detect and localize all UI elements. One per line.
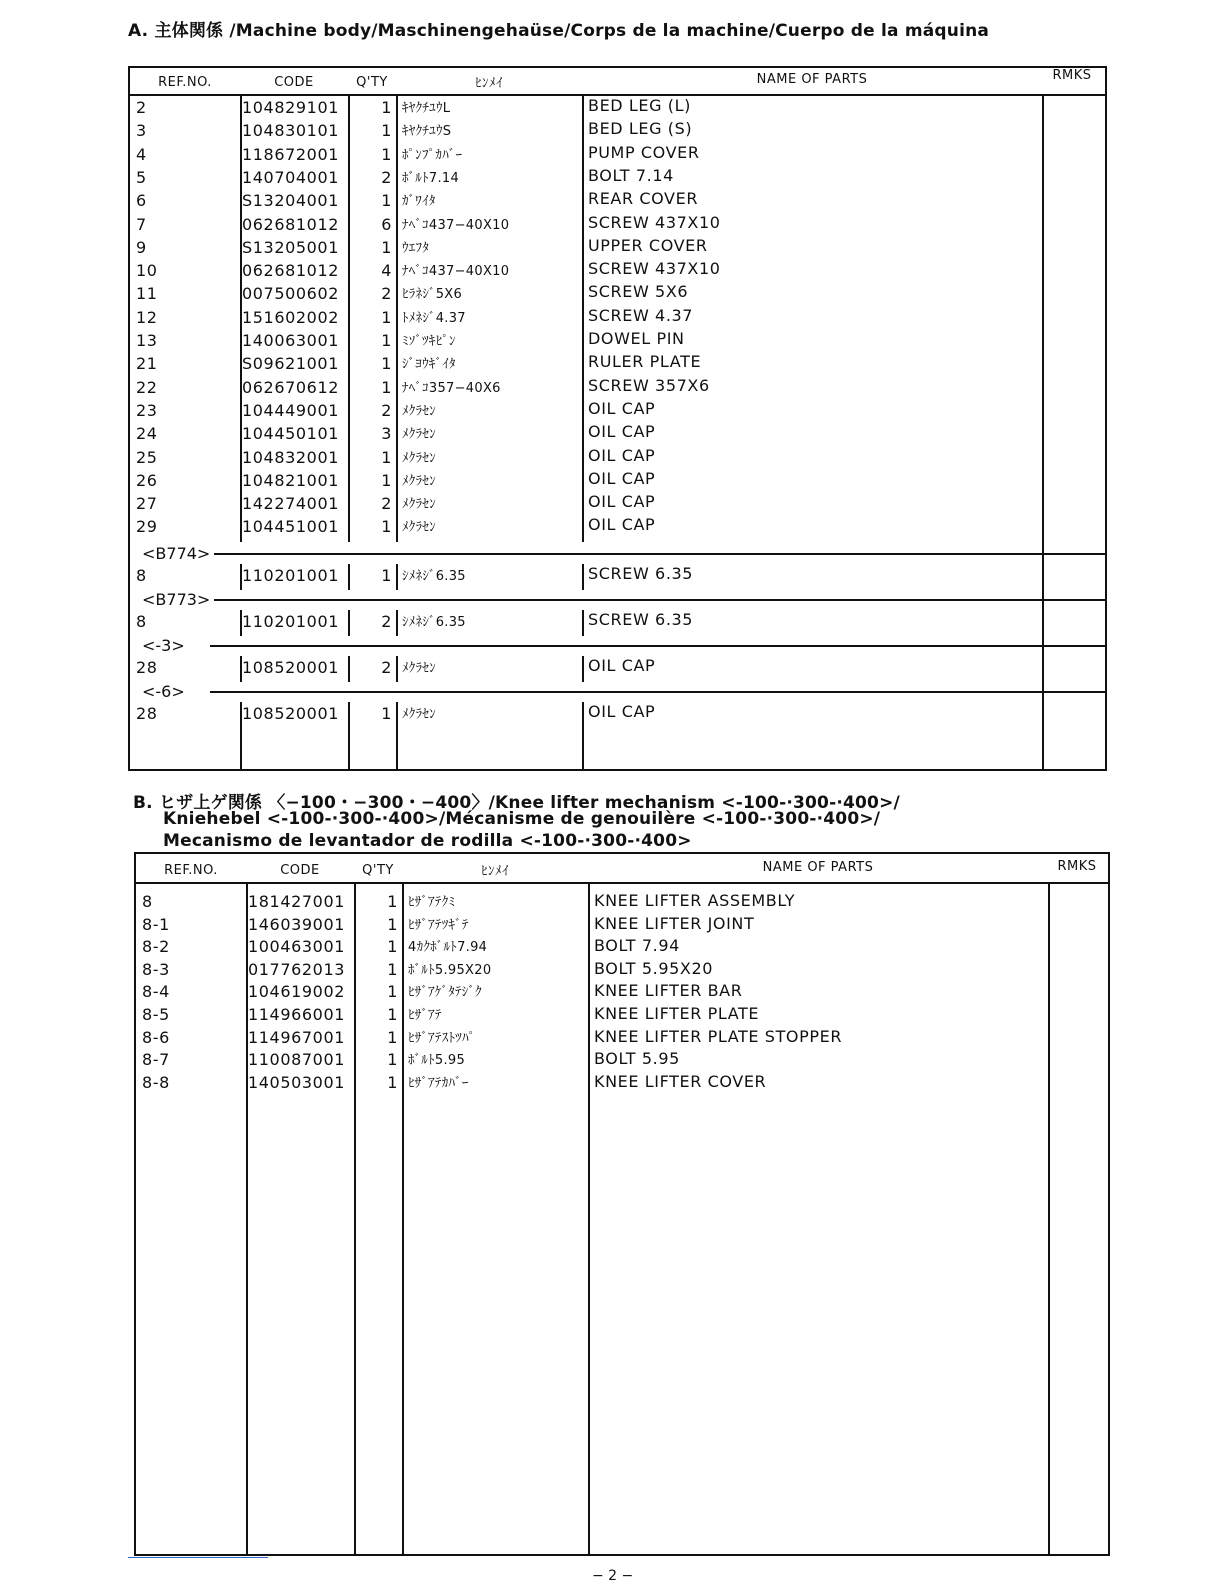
quantity: 1 <box>381 704 392 723</box>
ref-no: 11 <box>136 284 158 304</box>
group-label: <-3> <box>142 636 189 656</box>
part-code: S13205001 <box>242 237 339 257</box>
kana-name: ﾅﾍﾞｺ357−40X6 <box>402 380 501 396</box>
header-rmks: RMKS <box>1057 859 1097 874</box>
header-name-of-parts: NAME OF PARTS <box>756 72 868 87</box>
ref-no: 25 <box>136 447 158 467</box>
part-code: 114966001 <box>248 1005 346 1024</box>
section-b-title-line1: B. ヒザ上ゲ関係 〈−100・−300・−400〉/Knee lifter mechanism <-100-·300-·400>/ <box>133 793 900 813</box>
part-name: OIL CAP <box>588 656 656 675</box>
part-name: OIL CAP <box>588 398 656 418</box>
part-name: PUMP COVER <box>588 142 700 162</box>
kana-name: ｷﾔｸﾁﾕｳS <box>402 124 452 140</box>
part-code: 104829101 <box>242 98 340 117</box>
ref-no: 5 <box>136 167 147 187</box>
part-code: 146039001 <box>248 914 346 934</box>
cell-divider <box>348 564 350 590</box>
kana-name: ﾒｸﾗｾﾝ <box>402 403 436 419</box>
part-code: 110201001 <box>242 612 340 631</box>
cell-divider <box>582 656 584 682</box>
header-rmks: RMKS <box>1052 68 1092 83</box>
part-name: SCREW 6.35 <box>588 610 694 629</box>
cell-divider <box>1042 564 1044 590</box>
quantity: 1 <box>387 982 398 1002</box>
group-separator <box>210 599 1105 601</box>
part-code: 104830101 <box>242 121 340 141</box>
quantity: 3 <box>381 424 392 444</box>
column-divider <box>396 94 398 542</box>
kana-name: ﾒｸﾗｾﾝ <box>402 520 436 536</box>
part-code: 104821001 <box>242 470 340 490</box>
part-name: UPPER COVER <box>588 235 708 255</box>
column-divider <box>582 94 584 542</box>
part-name: BOLT 7.94 <box>594 936 680 956</box>
part-code: 104449001 <box>242 400 340 420</box>
kana-name: ﾋｻﾞｱﾃﾂｷﾞﾃ <box>408 917 469 933</box>
ref-no: 13 <box>136 331 158 350</box>
header-kana: ﾋﾝﾒｲ <box>481 864 509 879</box>
header-name-of-parts: NAME OF PARTS <box>762 860 874 875</box>
quantity: 2 <box>381 167 392 187</box>
header-code: CODE <box>274 75 314 90</box>
ref-no: 8-4 <box>142 982 170 1002</box>
kana-name: ﾋｻﾞｱﾃｸﾐ <box>408 895 456 910</box>
cell-divider <box>348 610 350 636</box>
header-code: CODE <box>280 863 320 878</box>
ref-no: 8-7 <box>142 1050 170 1070</box>
section-b-table <box>134 852 1110 1556</box>
ref-no: 8 <box>142 892 153 911</box>
kana-name: ﾋｻﾞｱﾃｶﾊﾞｰ <box>408 1075 469 1091</box>
quantity: 1 <box>387 1005 398 1024</box>
quantity: 1 <box>381 331 392 350</box>
section-a-table <box>128 66 1107 771</box>
column-divider <box>1048 882 1050 1554</box>
group-separator <box>210 691 1105 693</box>
part-code: 104832001 <box>242 447 340 467</box>
ref-no: 21 <box>136 354 158 374</box>
ref-no: 4 <box>136 144 147 164</box>
quantity: 1 <box>387 892 398 911</box>
part-name: SCREW 6.35 <box>588 564 694 583</box>
kana-name: ﾄﾒﾈｼﾞ4.37 <box>402 310 466 326</box>
cell-divider <box>1042 656 1044 682</box>
part-code: 108520001 <box>242 704 340 723</box>
part-code: 104619002 <box>248 982 346 1002</box>
part-code: 108520001 <box>242 658 340 677</box>
kana-name: ｶﾞﾜｲﾀ <box>402 194 436 210</box>
cell-divider <box>240 656 242 682</box>
part-name: KNEE LIFTER PLATE STOPPER <box>594 1026 843 1046</box>
section-b-title-line3: Mecanismo de levantador de rodilla <-100-·300-·400> <box>163 831 692 851</box>
kana-name: ﾒｸﾗｾﾝ <box>402 450 436 466</box>
kana-name: ﾒｸﾗｾﾝ <box>402 427 436 443</box>
quantity: 2 <box>381 284 392 304</box>
part-name: SCREW 437X10 <box>588 212 721 232</box>
part-code: 110087001 <box>248 1050 346 1070</box>
part-name: SCREW 437X10 <box>588 259 721 279</box>
header-ref-no: REF.NO. <box>164 863 218 878</box>
ref-no: 8-5 <box>142 1005 170 1024</box>
quantity: 1 <box>381 447 392 467</box>
part-code: 140063001 <box>242 331 340 350</box>
section-a-header <box>130 68 1105 96</box>
column-divider <box>1042 94 1044 542</box>
part-name: SCREW 5X6 <box>588 282 689 302</box>
kana-name: ﾒｸﾗｾﾝ <box>402 473 436 489</box>
quantity: 1 <box>387 937 398 957</box>
ref-no: 3 <box>136 121 147 141</box>
kana-name: ﾎﾞﾙﾄ5.95X20 <box>408 962 492 978</box>
group-label: <B773> <box>142 590 214 610</box>
part-name: KNEE LIFTER ASSEMBLY <box>594 891 796 910</box>
kana-name: ﾅﾍﾞｺ437−40X10 <box>402 217 510 233</box>
part-code: 100463001 <box>248 937 346 957</box>
kana-name: ｼﾒﾈｼﾞ6.35 <box>402 615 466 630</box>
cell-divider <box>240 564 242 590</box>
ref-no: 28 <box>136 658 158 677</box>
part-name: BED LEG (S) <box>588 119 693 139</box>
group-separator <box>210 645 1105 647</box>
quantity: 2 <box>381 658 392 677</box>
part-name: OIL CAP <box>588 468 656 488</box>
part-code: 151602002 <box>242 307 340 327</box>
group-label: <-6> <box>142 682 189 702</box>
kana-name: ﾋｻﾞｱﾃ <box>408 1008 442 1023</box>
column-divider <box>354 882 356 1554</box>
ref-no: 2 <box>136 98 147 117</box>
quantity: 4 <box>381 261 392 281</box>
column-divider <box>588 882 590 1554</box>
quantity: 1 <box>381 377 392 397</box>
part-name: RULER PLATE <box>588 352 702 372</box>
part-code: 181427001 <box>248 892 346 911</box>
quantity: 1 <box>381 566 392 585</box>
cell-divider <box>348 702 350 769</box>
kana-name: ﾋｻﾞｱﾃｽﾄﾂﾊﾟ <box>408 1030 476 1046</box>
section-a-title: A. 主体関係 /Machine body/Maschinengehaüse/Corps de la machine/Cuerpo de la máquina <box>128 21 990 41</box>
kana-name: ｼﾒﾈｼﾞ6.35 <box>402 569 466 584</box>
kana-name: ｳｴﾌﾀ <box>402 240 430 256</box>
kana-name: ﾒｸﾗｾﾝ <box>402 661 436 676</box>
kana-name: ﾐｿﾞﾂｷﾋﾟﾝ <box>402 334 456 349</box>
quantity: 1 <box>387 959 398 979</box>
ref-no: 8 <box>136 612 147 631</box>
cell-divider <box>240 702 242 769</box>
part-name: BED LEG (L) <box>588 96 691 115</box>
section-b-title-line2: Kniehebel <-100-·300-·400>/Mécanisme de genouilère <-100-·300-·400>/ <box>163 809 881 829</box>
part-code: 007500602 <box>242 284 340 304</box>
part-code: S13204001 <box>242 191 339 211</box>
ref-no: 12 <box>136 307 158 327</box>
kana-name: ﾒｸﾗｾﾝ <box>402 497 436 513</box>
kana-name: ﾒｸﾗｾﾝ <box>402 707 436 722</box>
header-qty: Q'TY <box>356 75 388 90</box>
kana-name: ﾋﾗﾈｼﾞ5X6 <box>402 287 463 303</box>
part-name: OIL CAP <box>588 492 656 512</box>
part-code: 104450101 <box>242 424 340 444</box>
part-code: 142274001 <box>242 494 340 514</box>
part-name: REAR COVER <box>588 189 699 209</box>
kana-name: ｼﾞﾖｳｷﾞｲﾀ <box>402 357 456 373</box>
quantity: 1 <box>387 914 398 934</box>
ref-no: 8 <box>136 566 147 585</box>
quantity: 1 <box>381 517 392 537</box>
header-qty: Q'TY <box>362 863 394 878</box>
part-name: DOWEL PIN <box>588 329 685 348</box>
part-name: KNEE LIFTER BAR <box>594 981 743 1001</box>
kana-name: ﾎﾞﾙﾄ7.14 <box>402 170 460 186</box>
quantity: 1 <box>381 98 392 117</box>
group-label: <B774> <box>142 544 214 564</box>
quantity: 1 <box>381 470 392 490</box>
part-name: SCREW 4.37 <box>588 305 694 325</box>
quantity: 1 <box>381 191 392 211</box>
ref-no: 8-2 <box>142 937 170 957</box>
cell-divider <box>582 702 584 769</box>
page-number: − 2 − <box>592 1568 634 1584</box>
ref-no: 8-1 <box>142 914 170 934</box>
part-code: 062681012 <box>242 214 340 234</box>
ref-no: 23 <box>136 400 158 420</box>
ref-no: 27 <box>136 494 158 514</box>
cell-divider <box>1042 610 1044 636</box>
ref-no: 8-8 <box>142 1072 170 1092</box>
ref-no: 6 <box>136 191 147 211</box>
kana-name: ﾅﾍﾞｺ437−40X10 <box>402 264 510 280</box>
kana-name: ﾋｻﾞｱｹﾞﾀﾃｼﾞｸ <box>408 985 482 1001</box>
ref-no: 8-6 <box>142 1027 170 1047</box>
ref-no: 9 <box>136 237 147 257</box>
quantity: 2 <box>381 612 392 631</box>
cell-divider <box>240 610 242 636</box>
header-kana: ﾋﾝﾒｲ <box>475 76 503 91</box>
quantity: 1 <box>387 1050 398 1070</box>
header-ref-no: REF.NO. <box>158 75 212 90</box>
ref-no: 10 <box>136 261 158 281</box>
part-name: BOLT 5.95 <box>594 1049 680 1069</box>
kana-name: 4ｶｸﾎﾞﾙﾄ7.94 <box>408 940 488 956</box>
quantity: 1 <box>381 307 392 327</box>
cell-divider <box>396 564 398 590</box>
section-b-header <box>136 854 1108 884</box>
part-code: 118672001 <box>242 144 340 164</box>
part-code: 110201001 <box>242 566 340 585</box>
kana-name: ﾎﾟﾝﾌﾟｶﾊﾞｰ <box>402 147 463 163</box>
part-name: OIL CAP <box>588 702 656 721</box>
column-divider <box>402 882 404 1554</box>
cell-divider <box>396 702 398 769</box>
column-divider <box>348 94 350 542</box>
part-name: OIL CAP <box>588 515 656 535</box>
part-code: 017762013 <box>248 959 346 979</box>
part-name: OIL CAP <box>588 445 656 465</box>
quantity: 1 <box>381 121 392 141</box>
footer-rule <box>128 1557 268 1558</box>
part-name: BOLT 5.95X20 <box>594 958 714 978</box>
part-code: 140704001 <box>242 167 340 187</box>
part-code: 104451001 <box>242 517 340 537</box>
quantity: 1 <box>381 144 392 164</box>
ref-no: 29 <box>136 517 158 537</box>
quantity: 2 <box>381 494 392 514</box>
cell-divider <box>582 564 584 590</box>
part-code: S09621001 <box>242 354 339 374</box>
ref-no: 26 <box>136 470 158 490</box>
ref-no: 8-3 <box>142 959 170 979</box>
cell-divider <box>396 610 398 636</box>
quantity: 1 <box>381 237 392 257</box>
group-separator <box>210 553 1105 555</box>
part-name: SCREW 357X6 <box>588 375 710 395</box>
ref-no: 28 <box>136 704 158 723</box>
quantity: 2 <box>381 400 392 420</box>
part-code: 114967001 <box>248 1027 346 1047</box>
cell-divider <box>582 610 584 636</box>
quantity: 1 <box>387 1072 398 1092</box>
ref-no: 24 <box>136 424 158 444</box>
part-code: 140503001 <box>248 1072 346 1092</box>
part-name: KNEE LIFTER COVER <box>594 1071 767 1091</box>
quantity: 1 <box>381 354 392 374</box>
part-name: BOLT 7.14 <box>588 165 674 185</box>
cell-divider <box>348 656 350 682</box>
part-name: KNEE LIFTER PLATE <box>594 1004 760 1023</box>
part-code: 062670612 <box>242 377 340 397</box>
part-name: KNEE LIFTER JOINT <box>594 913 755 933</box>
part-code: 062681012 <box>242 261 340 281</box>
quantity: 6 <box>381 214 392 234</box>
cell-divider <box>396 656 398 682</box>
ref-no: 22 <box>136 377 158 397</box>
quantity: 1 <box>387 1027 398 1047</box>
ref-no: 7 <box>136 214 147 234</box>
kana-name: ﾎﾞﾙﾄ5.95 <box>408 1053 466 1069</box>
kana-name: ｷﾔｸﾁﾕｳL <box>402 101 451 116</box>
part-name: OIL CAP <box>588 422 656 442</box>
